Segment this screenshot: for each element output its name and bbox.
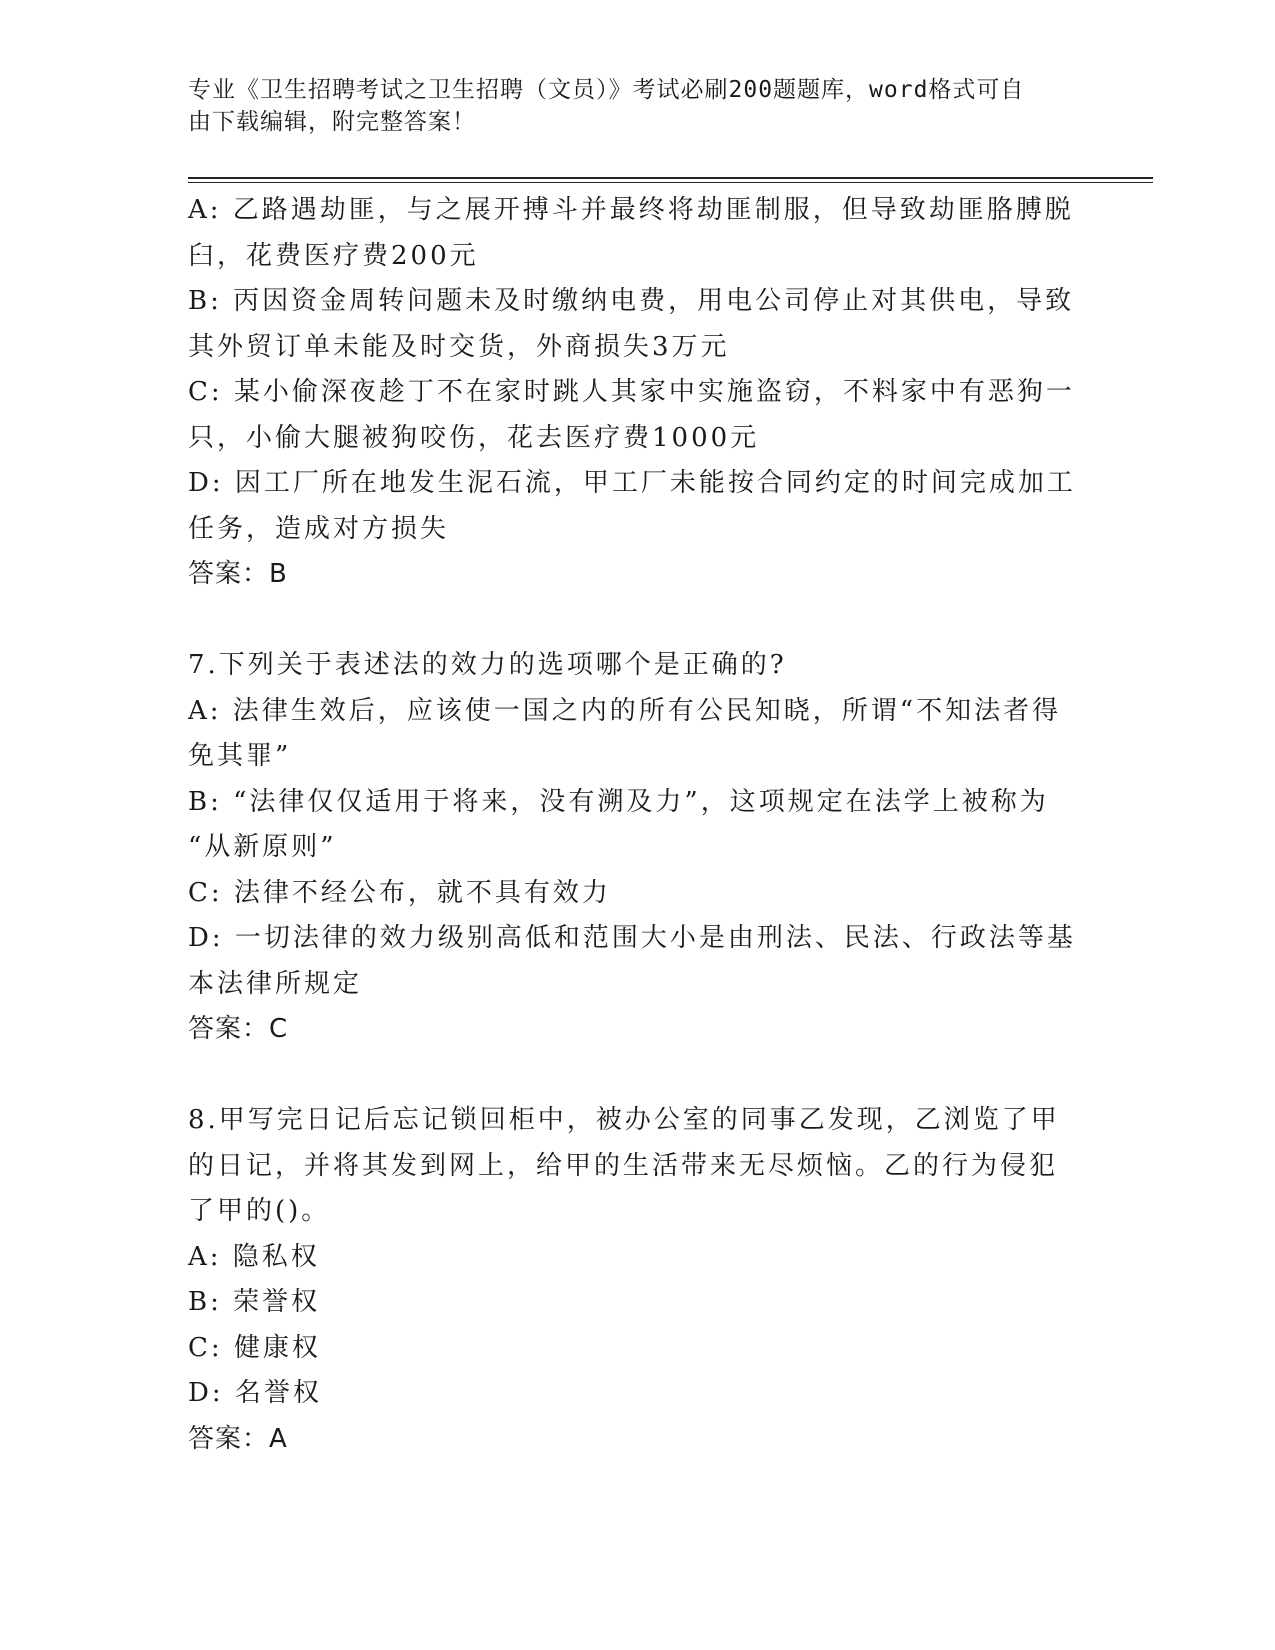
option-c (188, 370, 1075, 461)
option-b (188, 780, 1068, 871)
option-line: C: 健康权 (188, 1332, 321, 1363)
option-line: D: 名誉权 (188, 1378, 322, 1408)
option-line: C: 法律不经公布，就不具有效力 (188, 877, 611, 908)
option-a (188, 689, 1068, 780)
answer-label: 答案：B (188, 559, 288, 589)
option-d (188, 916, 1076, 1007)
option-line: B: “法律仅仅适用于将来，没有溯及力”，这项规定在法学上被称为 (188, 786, 1049, 817)
option-d (188, 461, 1076, 552)
question-stem-line: 的日记，并将其发到网上，给甲的生活带来无尽烦恼。乙的行为侵犯 (188, 1150, 1059, 1181)
answer-label: 答案：C (188, 1014, 289, 1044)
option-line: D: 因工厂所在地发生泥石流，甲工厂未能按合同约定的时间完成加工 (188, 468, 1076, 498)
document-body (188, 188, 1076, 1462)
document-header (188, 74, 1068, 138)
option-line: C: 某小偷深夜趁丁不在家时跳人其家中实施盗窃，不料家中有恶狗一 (188, 377, 1075, 407)
option-line: A: 隐私权 (188, 1241, 320, 1272)
option-b (188, 1280, 1068, 1326)
option-line: “从新原则” (188, 832, 337, 862)
option-line: 免其罪” (188, 741, 292, 771)
answer-label: 答案：A (188, 1423, 288, 1454)
question-8 (188, 1098, 1068, 1462)
option-b (188, 279, 1075, 370)
option-line: A: 乙路遇劫匪，与之展开搏斗并最终将劫匪制服，但导致劫匪胳膊脱 (188, 195, 1074, 225)
question-stem-line: 8.甲写完日记后忘记锁回柜中，被办公室的同事乙发现，乙浏览了甲 (188, 1105, 1060, 1135)
option-line: 本法律所规定 (188, 968, 363, 999)
option-line: B: 荣誉权 (188, 1287, 321, 1317)
question-7 (188, 643, 1076, 1053)
option-line: A: 法律生效后，应该使一国之内的所有公民知晓，所谓“不知法者得 (188, 695, 1062, 726)
header-rule-thick (188, 177, 1153, 179)
option-c (188, 871, 1068, 917)
option-line: 臼，花费医疗费200元 (188, 240, 479, 271)
option-line: B: 丙因资金周转问题未及时缴纳电费，用电公司停止对其供电，导致 (188, 286, 1075, 316)
option-line: 只，小偷大腿被狗咬伤，花去医疗费1000元 (188, 422, 760, 453)
option-line: D: 一切法律的效力级别高低和范围大小是由刑法、民法、行政法等基 (188, 923, 1076, 953)
option-a (188, 1235, 1068, 1281)
header-line-1: 专业《卫生招聘考试之卫生招聘（文员）》考试必刷200题题库，word格式可自 (188, 77, 1025, 103)
spacer (188, 598, 1068, 644)
question-stem: 7.下列关于表述法的效力的选项哪个是正确的? (188, 650, 787, 680)
question-stem-line: 了甲的()。 (188, 1196, 331, 1226)
option-line: 其外贸订单未能及时交货，外商损失3万元 (188, 331, 730, 362)
question-6 (188, 188, 1076, 598)
header-line-2: 由下载编辑，附完整答案！ (188, 109, 476, 135)
spacer (188, 1053, 1068, 1099)
option-a (188, 188, 1074, 279)
option-c (188, 1326, 1068, 1372)
header-rule-thin (188, 182, 1153, 183)
option-d (188, 1371, 1068, 1417)
option-line: 任务，造成对方损失 (188, 513, 450, 544)
